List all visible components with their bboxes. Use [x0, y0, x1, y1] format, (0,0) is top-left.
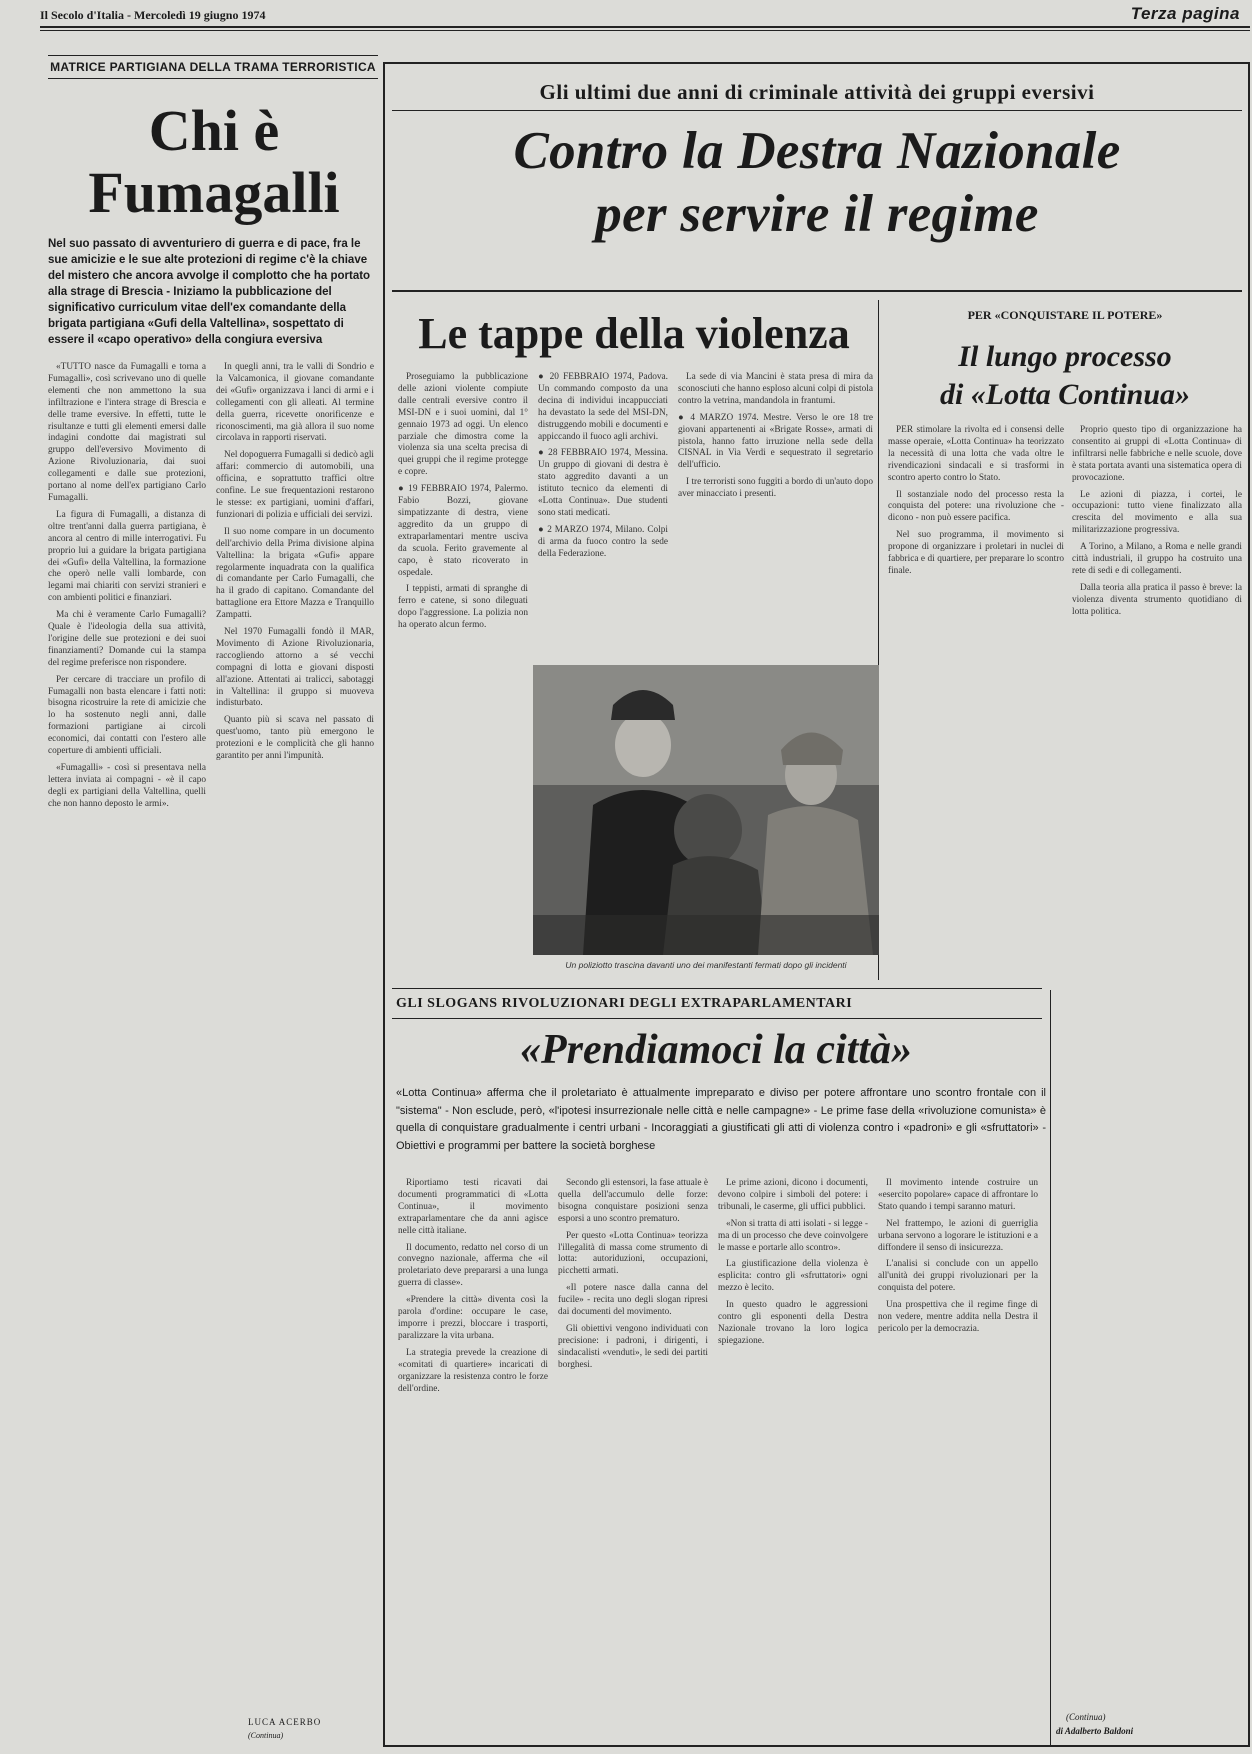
paragraph: ● 20 FEBBRAIO 1974, Padova. Un commando composto da una decina di individui incappucciati ha devastato la sede del MSI-DN, distruggendo mobili e documenti e appiccando il fuoco agli archivi.: [538, 372, 668, 442]
left-body-col1: [48, 362, 206, 1662]
kicker-rule-bottom: [48, 78, 378, 79]
slogans-headline: «Prendiamoci la città»: [520, 1027, 912, 1073]
photo-illustration: [533, 665, 879, 955]
paragraph: Nel suo programma, il movimento si propone di organizzare i proletari in nuclei di fabbrica e di quartiere, per preparare lo scontro finale.: [888, 530, 1064, 576]
feature-headline-line2: per servire il regime: [595, 185, 1039, 243]
slogans-col4: [878, 1178, 1038, 1738]
feature-rule: [392, 290, 1242, 292]
tappe-col3: [678, 372, 873, 657]
sidebar-byline: di Adalberto Baldoni: [1056, 1726, 1134, 1736]
paragraph: Le prime azioni, dicono i documenti, devono colpire i simboli del potere: i tribunali, le caserme, gli uffici pubblici.: [718, 1178, 868, 1212]
paragraph: ● 19 FEBBRAIO 1974, Palermo. Fabio Bozzi, giovane simpatizzante di destra, viene aggredito da un gruppo di extraparlamentari mentre usciva da scuola. Ferito gravemente al capo, è stato ricoverato in ospedale.: [398, 484, 528, 578]
paragraph: «Il potere nasce dalla canna del fucile» - recita uno degli slogan ripresi dai documenti del movimento.: [558, 1283, 708, 1318]
left-headline-line2: Fumagalli: [88, 160, 340, 225]
paragraph: Nel 1970 Fumagalli fondò il MAR, Movimento di Azione Rivoluzionaria, raccogliendo attorno a sé vecchi compagni di lotta e giovani disposti all'azione. Attentati ai tralicci, sabotaggi in Valtellina: il gruppo si muoveva indisturbato.: [216, 627, 374, 709]
paragraph: La sede di via Mancini è stata presa di mira da sconosciuti che hanno esploso alcuni colpi di pistola contro la vetrina, mandandola in frantumi.: [678, 372, 873, 406]
paragraph: «Non si tratta di atti isolati - si legge - ma di un processo che deve coinvolgere le masse e portarle allo scontro».: [718, 1218, 868, 1253]
paragraph: La giustificazione della violenza è esplicita: contro gli «sfruttatori» ogni mezzo è lecito.: [718, 1259, 868, 1294]
paragraph: Proseguiamo la pubblicazione delle azioni violente compiute dalle centrali eversive contro il MSI-DN e i suoi uomini, dal 1° gennaio 1973 ad oggi. Un elenco parziale che dimostra come la violenza sia una scelta precisa di quei gruppi che il regime protegge e copre.: [398, 372, 528, 478]
slogans-col2: [558, 1178, 708, 1738]
section-label: Terza pagina: [1130, 4, 1240, 23]
sidebar-col2: [1072, 425, 1242, 1695]
masthead-rule-thin: [40, 30, 1250, 31]
sidebar-headline-line1: Il lungo processo: [958, 340, 1172, 373]
slogans-deck: «Lotta Continua» afferma che il proletariato è attualmente impreparato e diviso per potere affrontare uno scontro frontale con il "sistema" - Non esclude, però, «l'ipotesi insurrezionale nelle città e nelle campagne» - Le prime fase della «rivoluzione comunista» è quella di conquistare gradualmente i centri urbani - Incoraggiati a giustificati gli atti di violenza contro i «padroni» e gli «sfruttatori» - Obiettivi e programmi per battere la società borghese: [396, 1087, 1046, 1152]
left-body-col2: [216, 362, 374, 1662]
paragraph: ● 28 FEBBRAIO 1974, Messina. Un gruppo di giovani di destra è stato aggredito davanti a un istituto tecnico da elementi di «Lotta Continua». Due studenti sono stati medicati.: [538, 448, 668, 518]
paragraph: ● 4 MARZO 1974. Mestre. Verso le ore 18 tre giovani appartenenti ai «Brigate Rosse», armati di pistola, hanno fatto irruzione nella sede della CISNAL in Via Verdi e sequestrato il segretario dell'ufficio.: [678, 412, 873, 471]
sidebar-continues: (Continua): [1066, 1712, 1106, 1722]
paragraph: Il sostanziale nodo del processo resta la conquista del potere: una rivoluzione che - dicono - non può essere pacifica.: [888, 489, 1064, 524]
paragraph: I teppisti, armati di spranghe di ferro e catene, si sono dileguati dopo l'aggressione. La polizia non ha operato alcun fermo.: [398, 584, 528, 631]
photo-caption: Un poliziotto trascina davanti uno dei manifestanti fermati dopo gli incidenti: [565, 960, 847, 970]
slogans-kicker: GLI SLOGANS RIVOLUZIONARI DEGLI EXTRAPARLAMENTARI: [396, 996, 853, 1011]
paragraph: A Torino, a Milano, a Roma e nelle grandi città industriali, il gruppo ha costruito una rete di sedi e di collegamenti.: [1072, 542, 1242, 576]
paragraph: L'analisi si conclude con un appello all'unità dei gruppi rivoluzionari per la conquista del potere.: [878, 1259, 1038, 1294]
left-kicker: MATRICE PARTIGIANA DELLA TRAMA TERRORISTICA: [50, 60, 376, 74]
paragraph: In questo quadro le aggressioni contro gli esponenti della Destra Nazionale trovano la loro logica spiegazione.: [718, 1300, 868, 1346]
paragraph: Nel frattempo, le azioni di guerriglia urbana servono a logorare le istituzioni e a diffondere il senso di insicurezza.: [878, 1218, 1038, 1253]
slogans-col3: [718, 1178, 868, 1738]
paragraph: In quegli anni, tra le valli di Sondrio e la Valcamonica, il giovane comandante dei «Gufi» organizzava i lanci di armi e i collegamenti con gli alleati. Al termine della guerra, ricevette onorificenze e riconoscimenti, ma già allora il suo nome circolava in rapporti riservati.: [216, 362, 374, 444]
left-signature: LUCA ACERBO: [248, 1717, 322, 1727]
sidebar-col1: [888, 425, 1064, 985]
sidebar-kicker: PER «CONQUISTARE IL POTERE»: [967, 308, 1163, 322]
feature-headline: [392, 120, 1242, 246]
masthead-date: Il Secolo d'Italia - Mercoledì 19 giugno 1974: [40, 8, 266, 22]
left-continues: (Continua): [248, 1731, 284, 1740]
paragraph: Il documento, redatto nel corso di un convegno nazionale, afferma che «il proletariato deve prepararsi a una lunga guerra di classe».: [398, 1242, 548, 1289]
paragraph: «TUTTO nasce da Fumagalli e torna a Fumagalli», così scrivevano uno di quelle elementi che non ammettono la sua infiltrazione e l'intera strage di Brescia e delle trame eversive. In effetti, tutte le risultanze e tutti gli elementi emersi dalle indagini condotte dai magistrati sul gruppo dell'eversivo Movimento di Azione Rivoluzionaria, dai suoi collegamenti e dalle sue protezioni, portano al nome dell'ex partigiano Carlo Fumagalli.: [48, 362, 206, 503]
slogans-divider: [1050, 990, 1051, 1745]
paragraph: Dalla teoria alla pratica il passo è breve: la violenza diventa strumento quotidiano di lotta politica.: [1072, 582, 1242, 617]
paragraph: ● 2 MARZO 1974, Milano. Colpi di arma da fuoco contro la sede della Federazione.: [538, 524, 668, 559]
slogans-col1: [398, 1178, 548, 1738]
paragraph: Ma chi è veramente Carlo Fumagalli? Quale è l'ideologia della sua attività, l'origine delle sue protezioni e dei suoi finanziamenti? Domande cui la stampa del regime preferisce non rispondere.: [48, 610, 206, 668]
paragraph: Gli obiettivi vengono individuati con precisione: i padroni, i dirigenti, i sindacalisti «venduti», le sedi dei partiti borghesi.: [558, 1323, 708, 1370]
news-photo: [533, 665, 879, 955]
paragraph: Il movimento intende costruire un «esercito popolare» capace di affrontare lo Stato quando i tempi saranno maturi.: [878, 1178, 1038, 1212]
left-deck: Nel suo passato di avventuriero di guerra e di pace, fra le sue amicizie e le sue alte protezioni di regime c'è la chiave del mistero che ancora avvolge il complotto che ha portato alla strage di Brescia - Iniziamo la pubblicazione del significativo curriculum vitae dell'ex comandante della brigata partigiana «Gufi della Valtellina», sospettato di essere il «capo operativo» della congiura eversiva: [48, 238, 371, 346]
sidebar-headline-line2: di «Lotta Continua»: [939, 378, 1191, 411]
paragraph: Le azioni di piazza, i cortei, le occupazioni: tutto viene finalizzato alla crescita del movimento e alla sua militarizzazione progressiva.: [1072, 489, 1242, 536]
paragraph: Il suo nome compare in un documento dell'archivio della Prima divisione alpina Valtellina: la brigata «Gufi» appare regolarmente inquadrata con la qualifica di comandante per Carlo Fumagalli, che ha il grado di capitano. Comandante del battaglione era Ettore Mazza e Tranquillo Zampatti.: [216, 526, 374, 621]
slogans-rule-top: [392, 988, 1042, 989]
overline-rule: [392, 110, 1242, 111]
paragraph: Una prospettiva che il regime finge di non vedere, mentre addita nella Destra il pericolo per la democrazia.: [878, 1300, 1038, 1334]
paragraph: La figura di Fumagalli, a distanza di oltre trent'anni dalla guerra partigiana, è ancora al centro di mille interrogativi. Fu proprio lui a guidare la brigata partigiana dei «Gufi» della Valtellina, la formazione che operò nelle valli lombarde, con legami mai chiariti con servizi stranieri e con ambienti politici e finanziari.: [48, 509, 206, 604]
slogans-rule-mid: [392, 1018, 1042, 1019]
paragraph: Quanto più si scava nel passato di quest'uomo, tanto più emergono le protezioni e le complicità che gli hanno garantito per anni l'impunità.: [216, 715, 374, 762]
feature-overline: Gli ultimi due anni di criminale attività dei gruppi eversivi: [539, 80, 1095, 104]
masthead-rule: [40, 26, 1250, 28]
left-headline: [44, 100, 384, 224]
paragraph: PER stimolare la rivolta ed i consensi delle masse operaie, «Lotta Continua» ha teorizzato la necessità di una lotta che vada oltre le rivendicazioni sindacali e si trasformi in scontro aperto contro lo Stato.: [888, 425, 1064, 483]
sidebar-headline: [884, 338, 1246, 414]
paragraph: Proprio questo tipo di organizzazione ha consentito ai gruppi di «Lotta Continua» di infiltrarsi nelle fabbriche e nelle scuole, dove è stata portata avanti una sistematica opera di provocazione.: [1072, 425, 1242, 483]
paragraph: Nel dopoguerra Fumagalli si dedicò agli affari: commercio di automobili, una officina, e soprattutto traffici oltre confine. Le sue frequentazioni restarono le stesse: ex partigiani, uomini d'affari, funzionari di polizia e ufficiali dei servizi.: [216, 450, 374, 520]
left-headline-line1: Chi è: [148, 98, 280, 163]
kicker-rule-top: [48, 55, 378, 56]
tappe-col1: [398, 372, 528, 972]
tappe-col2: [538, 372, 668, 657]
paragraph: I tre terroristi sono fuggiti a bordo di un'auto dopo aver minacciato i presenti.: [678, 477, 873, 500]
paragraph: Secondo gli estensori, la fase attuale è quella dell'accumulo delle forze: bisogna conquistare posizioni senza esporsi a uno scontro prematuro.: [558, 1178, 708, 1224]
paragraph: «Prendere la città» diventa così la parola d'ordine: occupare le case, imporre i prezzi, bloccare i trasporti, paralizzare la vita urbana.: [398, 1295, 548, 1341]
paragraph: Riportiamo testi ricavati dai documenti programmatici di «Lotta Continua», il movimento extraparlamentare che da anni agisce nelle città italiane.: [398, 1178, 548, 1236]
feature-headline-line1: Contro la Destra Nazionale: [513, 122, 1121, 180]
paragraph: Per questo «Lotta Continua» teorizza l'illegalità di massa come strumento di lotta: autoriduzioni, occupazioni, picchetti armati.: [558, 1230, 708, 1277]
tappe-headline: Le tappe della violenza: [418, 309, 850, 358]
paragraph: La strategia prevede la creazione di «comitati di quartiere» incaricati di organizzare la resistenza contro le forze dell'ordine.: [398, 1347, 548, 1394]
paragraph: Per cercare di tracciare un profilo di Fumagalli non basta elencare i fatti noti: bisogna ricostruire la rete di amicizie che lo ha sostenuto negli anni, dalle formazioni partigiane ai circoli economici, dai contatti con l'estero alle coperture di ambienti ufficiali.: [48, 674, 206, 757]
paragraph: «Fumagalli» - così si presentava nella lettera inviata ai compagni - «è il capo degli ex partigiani della Valtellina, quelli che non hanno deposto le armi».: [48, 763, 206, 809]
